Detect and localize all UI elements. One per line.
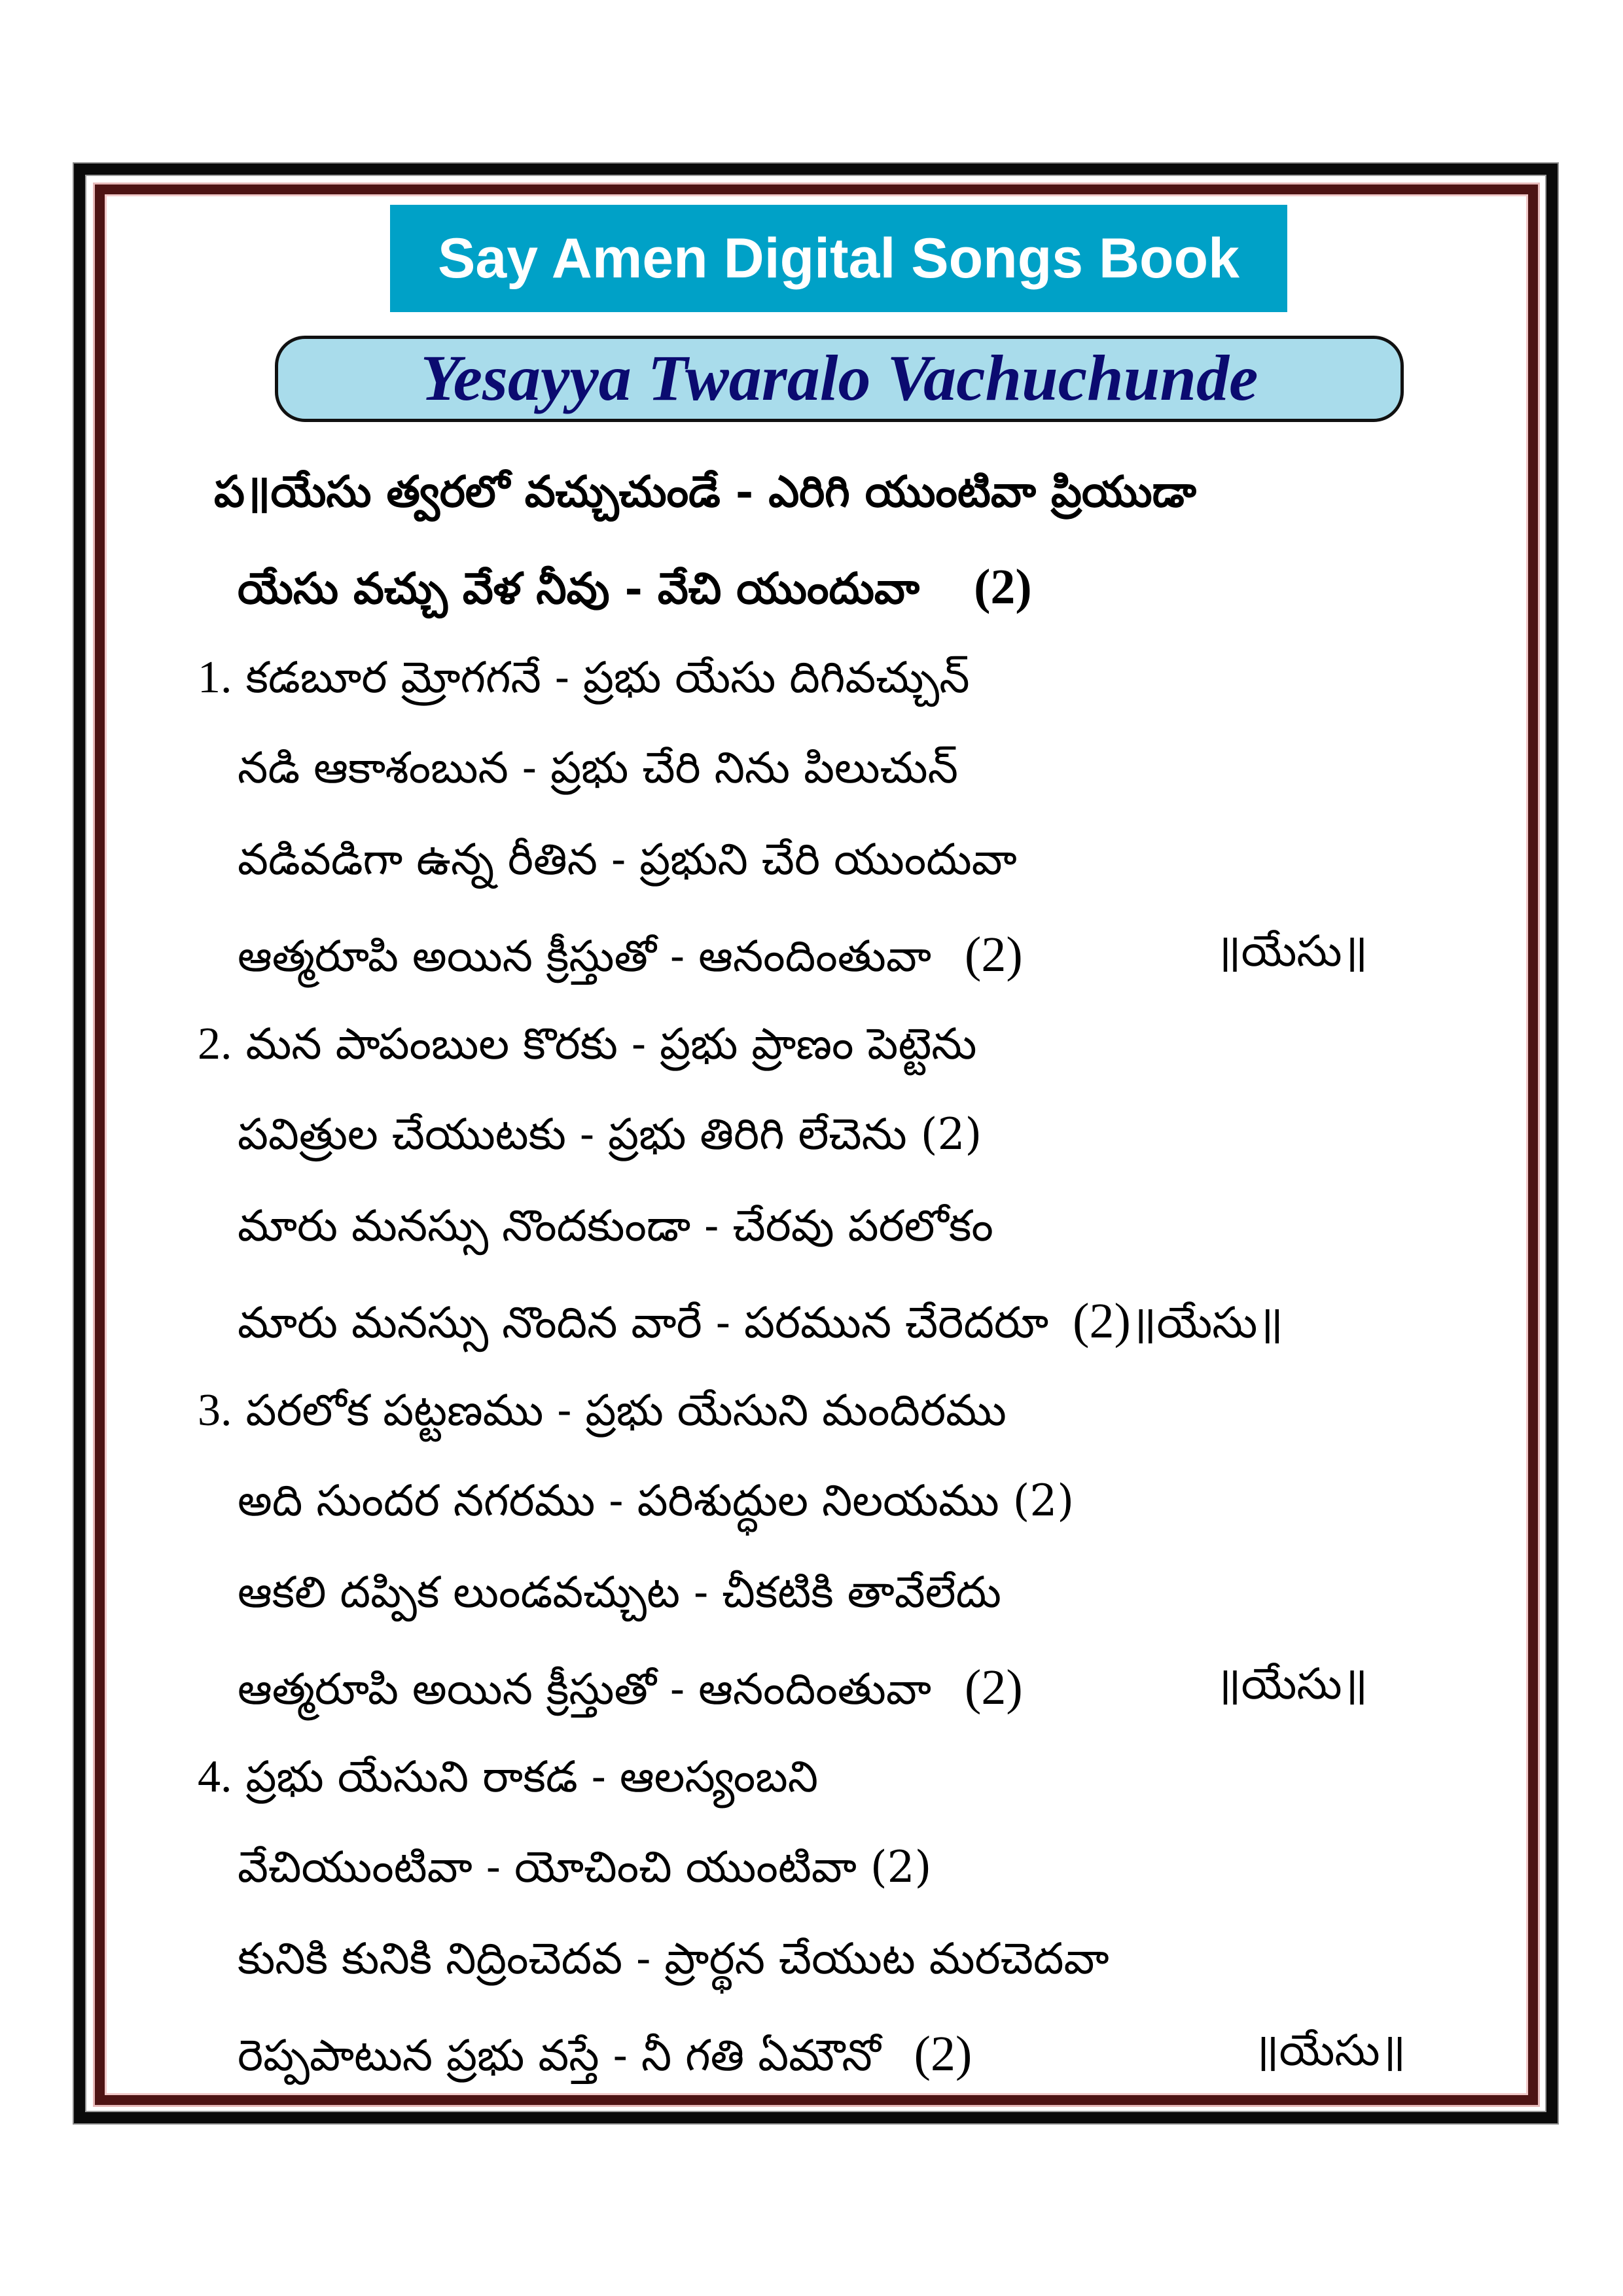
refrain-marker: ॥యేసు॥ bbox=[1215, 926, 1368, 976]
song-title: Yesayya Twaralo Vachuchunde bbox=[420, 341, 1258, 414]
verse-number: 4. bbox=[198, 1752, 232, 1802]
chorus-line-1: ప॥యేసు త్వరలో వచ్చుచుండే - ఎరిగి యుంటివా ప్రియుడా bbox=[214, 466, 1196, 517]
verse-line-text: ఆత్మరూపి అయిన క్రీస్తుతో - ఆనందింతువా bbox=[238, 931, 932, 981]
verse-4-line-3: కునికి కునికి నిద్రించెదవ - ప్రార్థన చేయుట మరచెదవా bbox=[238, 1934, 1109, 1984]
verse-4-line-2: వేచియుంటివా - యోచించి యుంటివా (2) bbox=[238, 1842, 932, 1892]
verse-line-text: మారు మనస్సు నొందిన వారే - పరమున చేరెదరూ bbox=[238, 1298, 1049, 1348]
verse-1-line-2: నడి ఆకాశంబున - ప్రభు చేరి నిను పిలుచున్ bbox=[238, 743, 958, 793]
verse-number: 1. bbox=[198, 652, 232, 703]
repeat-count: (2) bbox=[914, 2026, 972, 2081]
chorus-line-2 bbox=[238, 559, 1032, 614]
song-title-pill bbox=[275, 336, 1404, 422]
songbook-banner bbox=[390, 205, 1287, 312]
verse-line-text: ప్రభు యేసుని రాకడ - ఆలస్యంబని bbox=[245, 1752, 819, 1802]
verse-1-line-3: వడివడిగా ఉన్న రీతిన - ప్రభుని చేరి యుందువా bbox=[238, 834, 1017, 885]
refrain-marker: ॥యేసు॥ bbox=[1253, 2025, 1406, 2075]
verse-2-line-3: మారు మనస్సు నొందకుండా - చేరవు పరలోకం bbox=[238, 1201, 993, 1251]
verse-3-line-1 bbox=[198, 1385, 1007, 1436]
refrain-marker: ॥యేసు॥ bbox=[1130, 1298, 1283, 1348]
chorus-repeat-count: (2) bbox=[974, 559, 1032, 614]
verse-line-text: పరలోక పట్టణము - ప్రభు యేసుని మందిరము bbox=[245, 1385, 1007, 1436]
verse-line-text: కడబూర మ్రోగగనే - ప్రభు యేసు దిగివచ్చున్ bbox=[245, 652, 970, 703]
verse-3-line-3: ఆకలి దప్పిక లుండవచ్చుట - చీకటికి తావేలేదు bbox=[238, 1567, 1001, 1617]
verse-number: 3. bbox=[198, 1385, 232, 1436]
repeat-count: (2) bbox=[965, 927, 1023, 982]
verse-4-line-1 bbox=[198, 1754, 818, 1800]
repeat-count: (2) bbox=[965, 1660, 1023, 1715]
repeat-count: (2) bbox=[1073, 1294, 1131, 1349]
verse-2-line-4 bbox=[238, 1294, 1283, 1349]
verse-line-text: మన పాపంబుల కొరకు - ప్రభు ప్రాణం పెట్టెను bbox=[245, 1019, 977, 1069]
verse-3-line-2: అది సుందర నగరము - పరిశుద్ధుల నిలయము (2) bbox=[238, 1475, 1075, 1526]
verse-line-text: రెప్పపాటున ప్రభు వస్తే - నీ గతి ఏమౌనో bbox=[238, 2030, 881, 2081]
refrain-marker: ॥యేసు॥ bbox=[1215, 1659, 1368, 1709]
verse-line-text: ఆత్మరూపి అయిన క్రీస్తుతో - ఆనందింతువా bbox=[238, 1664, 932, 1714]
verse-3-line-4 bbox=[238, 1660, 1023, 1715]
verse-4-line-4 bbox=[238, 2026, 972, 2081]
verse-2-line-1 bbox=[198, 1021, 976, 1067]
songbook-title: Say Amen Digital Songs Book bbox=[438, 226, 1240, 290]
verse-1-line-1 bbox=[198, 652, 970, 703]
verse-1-line-4 bbox=[238, 927, 1023, 982]
verse-number: 2. bbox=[198, 1019, 232, 1069]
verse-2-line-2: పవిత్రుల చేయుటకు - ప్రభు తిరిగి లేచెను (2) bbox=[238, 1109, 982, 1159]
chorus-line-2-text: యేసు వచ్చు వేళ నీవు - వేచి యుందువా bbox=[238, 563, 920, 614]
